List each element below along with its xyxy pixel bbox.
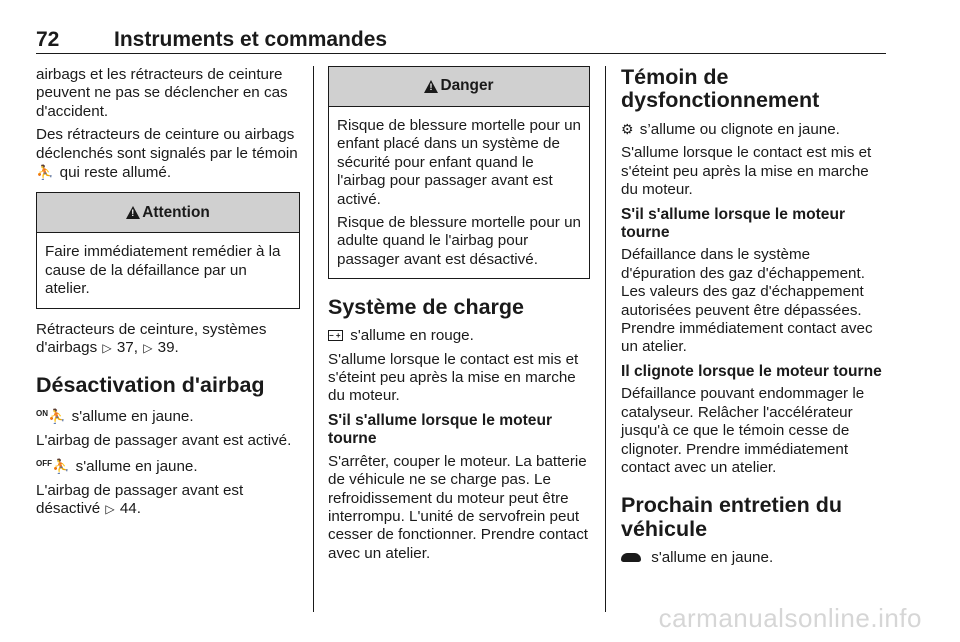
paragraph: ⚙ s’allume ou clignote en jaune.: [621, 121, 840, 138]
subheading: S'il s'allume lorsque le moteur tourne: [328, 411, 553, 448]
section-heading: Prochain entretien du véhicule: [621, 493, 843, 542]
battery-icon: [328, 330, 343, 341]
page-ref-arrow-icon: ▷: [105, 502, 115, 517]
column-divider-2: [605, 66, 606, 612]
column-2: [328, 56, 590, 568]
page-number: 72: [36, 28, 60, 51]
attention-text: Faire immédiatement remédier à la cause de la défaillance par un atelier.: [45, 243, 281, 298]
subheading: S'il s'allume lorsque le moteur tourne: [621, 205, 846, 242]
paragraph: $^{ON}$⛹ s'allume en jaune.: [36, 408, 194, 426]
paragraph: S'allume lorsque le contact est mis et s'éteint peu après la mise en marche du moteur.: [328, 350, 579, 405]
paragraph: Des rétracteurs de ceinture ou airbags déclenchés sont signalés par le témoin ⛹ qui reste allumé.: [36, 126, 298, 182]
airbag-on-label: ON: [36, 409, 48, 419]
section-heading: Système de charge: [328, 295, 524, 320]
page-ref-arrow-icon: ▷: [143, 341, 153, 356]
danger-title: Danger: [440, 77, 494, 95]
warning-triangle-icon: [424, 80, 438, 93]
watermark: carmanualsonline.info: [658, 603, 922, 633]
page-header: [36, 28, 886, 54]
danger-text: Risque de blessure mortelle pour un enfant placé dans un système de sécurité pour enfant quand le l'airbag pour passager avant est activé.: [337, 117, 581, 208]
airbag-warning-icon: ⛹: [36, 164, 54, 181]
page-title: Instruments et commandes: [114, 28, 388, 51]
paragraph: L'airbag de passager avant est activé.: [36, 431, 292, 449]
airbag-on-icon: ⛹: [48, 408, 66, 425]
danger-header: [329, 67, 589, 107]
paragraph: Défaillance dans le système d'épuration des gaz d'échappement. Les valeurs des gaz d'échappement autorisées peuvent être dépassées. Prendre immédiatement contact avec un atelier.: [621, 246, 873, 356]
section-heading: Témoin de dysfonctionnement: [621, 65, 820, 112]
paragraph: − + s'allume en rouge.: [328, 327, 590, 345]
page-ref-arrow-icon: ▷: [102, 341, 112, 356]
section-heading: Désactivation d'airbag: [36, 373, 265, 398]
warning-triangle-icon: [126, 206, 140, 219]
subheading: Il clignote lorsque le moteur tourne: [621, 362, 882, 380]
attention-box: [36, 192, 300, 308]
airbag-off-icon: ⛹: [52, 458, 70, 475]
paragraph: S'arrêter, couper le moteur. La batterie de véhicule ne se charge pas. Le refroidissement du moteur peut être interrompu. L'unité de servofrein peut cesser de fonctionner. Prendre contact avec un atelier.: [328, 452, 589, 562]
paragraph: $^{OFF}$⛹ s'allume en jaune.: [36, 458, 198, 476]
attention-header: [37, 193, 299, 233]
engine-icon: ⚙: [621, 121, 634, 137]
paragraph: Rétracteurs de ceinture, systèmes d'airbags ▷ 37, ▷ 39.: [36, 320, 267, 357]
airbag-off-label: OFF: [36, 459, 52, 469]
paragraph: Défaillance pouvant endommager le catalyseur. Relâcher l'accélérateur jusqu'à ce que le témoin cesse de clignoter. Prendre immédiatement contact avec un atelier.: [621, 385, 865, 476]
paragraph: airbags et les rétracteurs de ceinture peuvent ne pas se déclencher en cas d'accident.: [36, 66, 288, 120]
paragraph: s'allume en jaune.: [621, 549, 887, 567]
danger-text: Risque de blessure mortelle pour un adulte quand le l'airbag pour passager avant est désactivé.: [337, 214, 581, 268]
column-3: [621, 66, 887, 573]
paragraph: S'allume lorsque le contact est mis et s'éteint peu après la mise en marche du moteur.: [621, 144, 872, 199]
service-car-icon: [621, 553, 641, 562]
column-divider-1: [313, 66, 314, 612]
paragraph: L'airbag de passager avant est désactivé ▷ 44.: [36, 481, 244, 518]
danger-box: [328, 66, 590, 279]
attention-title: Attention: [142, 203, 210, 221]
column-1: [36, 66, 300, 524]
